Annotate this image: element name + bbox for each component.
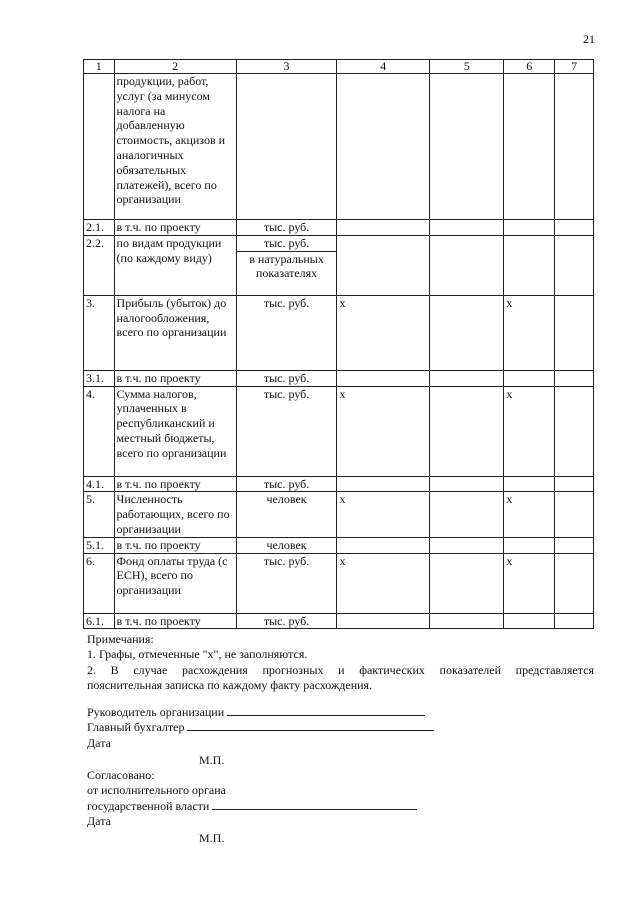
column-header: 1: [84, 60, 115, 74]
note-item: 2. В случае расхождения прогнозных и фактических показателей представляется: [87, 662, 594, 677]
table-row: [84, 295, 594, 370]
from-body-line: [87, 783, 594, 798]
stamp-line: [87, 831, 594, 846]
stamp-line: [87, 753, 594, 768]
cell-col7: [555, 476, 594, 492]
column-header: 5: [430, 60, 504, 74]
row-number: 2.2.: [84, 235, 115, 295]
cell-col4: [337, 235, 430, 295]
row-number: 6.: [84, 553, 115, 613]
row-name: Прибыль (убыток) до налогообложения, всего по организации: [114, 295, 236, 370]
not-filled-mark: x: [337, 492, 430, 537]
row-unit-natural: в натуральных показателях: [249, 251, 324, 281]
note-item: 1. Графы, отмеченные "x", не заполняются.: [87, 647, 308, 662]
cell-col5: [430, 295, 504, 370]
signature-label: Руководитель организации: [87, 705, 225, 719]
table-row: [84, 613, 594, 629]
cell-col7: [555, 492, 594, 537]
row-name: в т.ч. по проекту: [114, 613, 236, 629]
date-label: Дата: [87, 814, 111, 829]
table-row: [84, 235, 594, 295]
row-unit: человек: [236, 537, 337, 553]
signature-line-gov: [87, 799, 594, 814]
table-row: [84, 492, 594, 537]
row-number: 3.1.: [84, 370, 115, 386]
notes-section: [87, 632, 594, 693]
not-filled-mark: x: [504, 492, 555, 537]
row-unit: человек: [236, 492, 337, 537]
stamp-label: М.П.: [199, 831, 225, 846]
cell-col6: [504, 537, 555, 553]
table-row: [84, 553, 594, 613]
signature-block: [87, 705, 594, 847]
not-filled-mark: x: [337, 386, 430, 476]
signature-label: государственной власти: [87, 798, 210, 813]
table-header-row: [84, 60, 594, 74]
date-line: [87, 814, 594, 829]
cell-col5: [430, 553, 504, 613]
row-unit-group: [236, 235, 337, 295]
cell-col6: [504, 370, 555, 386]
cell-col6: [504, 613, 555, 629]
row-name: в т.ч. по проекту: [114, 220, 236, 236]
cell-col4: [337, 74, 430, 220]
cell-col4: [337, 370, 430, 386]
row-number: 4.: [84, 386, 115, 476]
row-name: Численность работающих, всего по организации: [114, 492, 236, 537]
row-name: по видам продукции (по каждому виду): [114, 235, 236, 295]
row-unit: тыс. руб.: [236, 370, 337, 386]
row-number: 6.1.: [84, 613, 115, 629]
table-row: [84, 220, 594, 236]
cell-col5: [430, 370, 504, 386]
row-number: 5.1.: [84, 537, 115, 553]
not-filled-mark: x: [504, 553, 555, 613]
cell-col5: [430, 386, 504, 476]
column-header: 3: [236, 60, 337, 74]
row-number: 3.: [84, 295, 115, 370]
row-unit: тыс. руб.: [236, 220, 337, 236]
row-number: 2.1.: [84, 220, 115, 236]
table-row: [84, 74, 594, 220]
cell-col4: [337, 613, 430, 629]
cell-col5: [430, 74, 504, 220]
signature-label: Главный бухгалтер: [87, 720, 185, 735]
cell-col4: [337, 537, 430, 553]
row-unit: тыс. руб.: [236, 613, 337, 629]
notes-title: Примечания:: [87, 632, 154, 646]
row-unit: [236, 74, 337, 220]
row-unit: тыс. руб.: [236, 476, 337, 492]
row-unit: тыс. руб.: [236, 386, 337, 476]
cell-col5: [430, 235, 504, 295]
table-row: [84, 386, 594, 476]
row-number: 4.1.: [84, 476, 115, 492]
report-table: [83, 59, 594, 629]
cell-col5: [430, 476, 504, 492]
signature-blank[interactable]: [227, 705, 425, 716]
row-name: продукции, работ, услуг (за минусом налога на добавленную стоимость, акцизов и аналогичных обязательных платежей), всего по организации: [114, 74, 236, 220]
cell-col7: [555, 74, 594, 220]
row-name: в т.ч. по проекту: [114, 537, 236, 553]
signature-line-accountant: [87, 720, 594, 735]
cell-col7: [555, 386, 594, 476]
signature-line-head: [87, 705, 594, 720]
cell-col6: [504, 74, 555, 220]
agreed-line: [87, 768, 594, 783]
column-header: 7: [555, 60, 594, 74]
cell-col7: [555, 613, 594, 629]
agreed-label: Согласовано:: [87, 768, 155, 783]
cell-col5: [430, 613, 504, 629]
row-name: Сумма налогов, уплаченных в республиканский и местный бюджеты, всего по организации: [114, 386, 236, 476]
cell-col5: [430, 492, 504, 537]
stamp-label: М.П.: [199, 752, 225, 767]
cell-col7: [555, 295, 594, 370]
note-item-continued: пояснительная записка по каждому факту расхождения.: [87, 677, 373, 692]
row-number: 5.: [84, 492, 115, 537]
cell-col5: [430, 220, 504, 236]
not-filled-mark: x: [504, 295, 555, 370]
row-name: в т.ч. по проекту: [114, 370, 236, 386]
not-filled-mark: x: [337, 295, 430, 370]
column-header: 4: [337, 60, 430, 74]
column-header: 6: [504, 60, 555, 74]
table-row: [84, 370, 594, 386]
row-name: в т.ч. по проекту: [114, 476, 236, 492]
row-unit: тыс. руб.: [237, 236, 337, 252]
row-name: Фонд оплаты труда (с ЕСН), всего по организации: [114, 553, 236, 613]
row-number: [84, 74, 115, 220]
cell-col5: [430, 537, 504, 553]
signature-blank[interactable]: [212, 799, 417, 810]
cell-col4: [337, 220, 430, 236]
from-body-label: от исполнительного органа: [87, 783, 227, 798]
row-unit: тыс. руб.: [236, 295, 337, 370]
cell-col7: [555, 370, 594, 386]
cell-col6: [504, 220, 555, 236]
not-filled-mark: x: [337, 553, 430, 613]
page-number: 21: [583, 32, 595, 46]
column-header: 2: [114, 60, 236, 74]
table-row: [84, 476, 594, 492]
date-label: Дата: [87, 735, 111, 750]
cell-col6: [504, 476, 555, 492]
date-line: [87, 736, 594, 751]
cell-col7: [555, 553, 594, 613]
cell-col7: [555, 235, 594, 295]
cell-col7: [555, 220, 594, 236]
cell-col6: [504, 235, 555, 295]
row-unit: тыс. руб.: [236, 553, 337, 613]
cell-col7: [555, 537, 594, 553]
not-filled-mark: x: [504, 386, 555, 476]
table-row: [84, 537, 594, 553]
signature-blank[interactable]: [187, 720, 434, 731]
cell-col4: [337, 476, 430, 492]
